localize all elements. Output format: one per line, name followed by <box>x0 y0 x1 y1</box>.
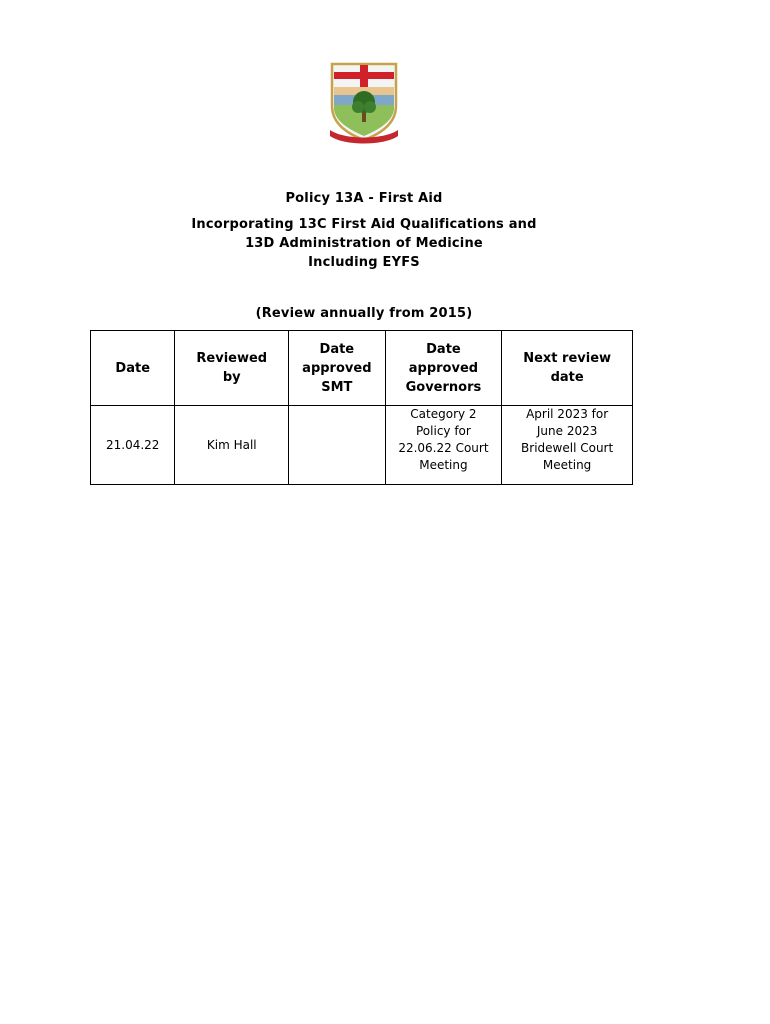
cell-next-review: April 2023 for June 2023 Bridewell Court Meeting <box>502 406 633 485</box>
header-date-approved-governors: Date approved Governors <box>385 331 502 406</box>
header-date-approved-smt: Date approved SMT <box>289 331 386 406</box>
subtitle-line: 13D Administration of Medicine <box>245 236 483 251</box>
header-next-review-date: Next review date <box>502 331 633 406</box>
cell-approved-governors: Category 2 Policy for 22.06.22 Court Meeting <box>385 406 502 485</box>
crest-cross-horizontal <box>334 72 394 79</box>
table-header-row <box>91 331 633 406</box>
cell-reviewed-by: Kim Hall <box>175 406 289 485</box>
cell-date: 21.04.22 <box>91 406 175 485</box>
table-row <box>91 406 633 485</box>
review-note: (Review annually from 2015) <box>255 306 473 321</box>
subtitle-line: Incorporating 13C First Aid Qualifications and <box>191 217 537 232</box>
school-crest-icon <box>328 60 400 146</box>
header-date: Date <box>91 331 175 406</box>
cell-approved-smt <box>289 406 386 485</box>
policy-subtitle <box>0 215 728 272</box>
header-reviewed-by: Reviewed by <box>175 331 289 406</box>
subtitle-line: Including EYFS <box>308 255 420 270</box>
review-table <box>90 330 633 485</box>
policy-title: Policy 13A - First Aid <box>285 191 443 206</box>
